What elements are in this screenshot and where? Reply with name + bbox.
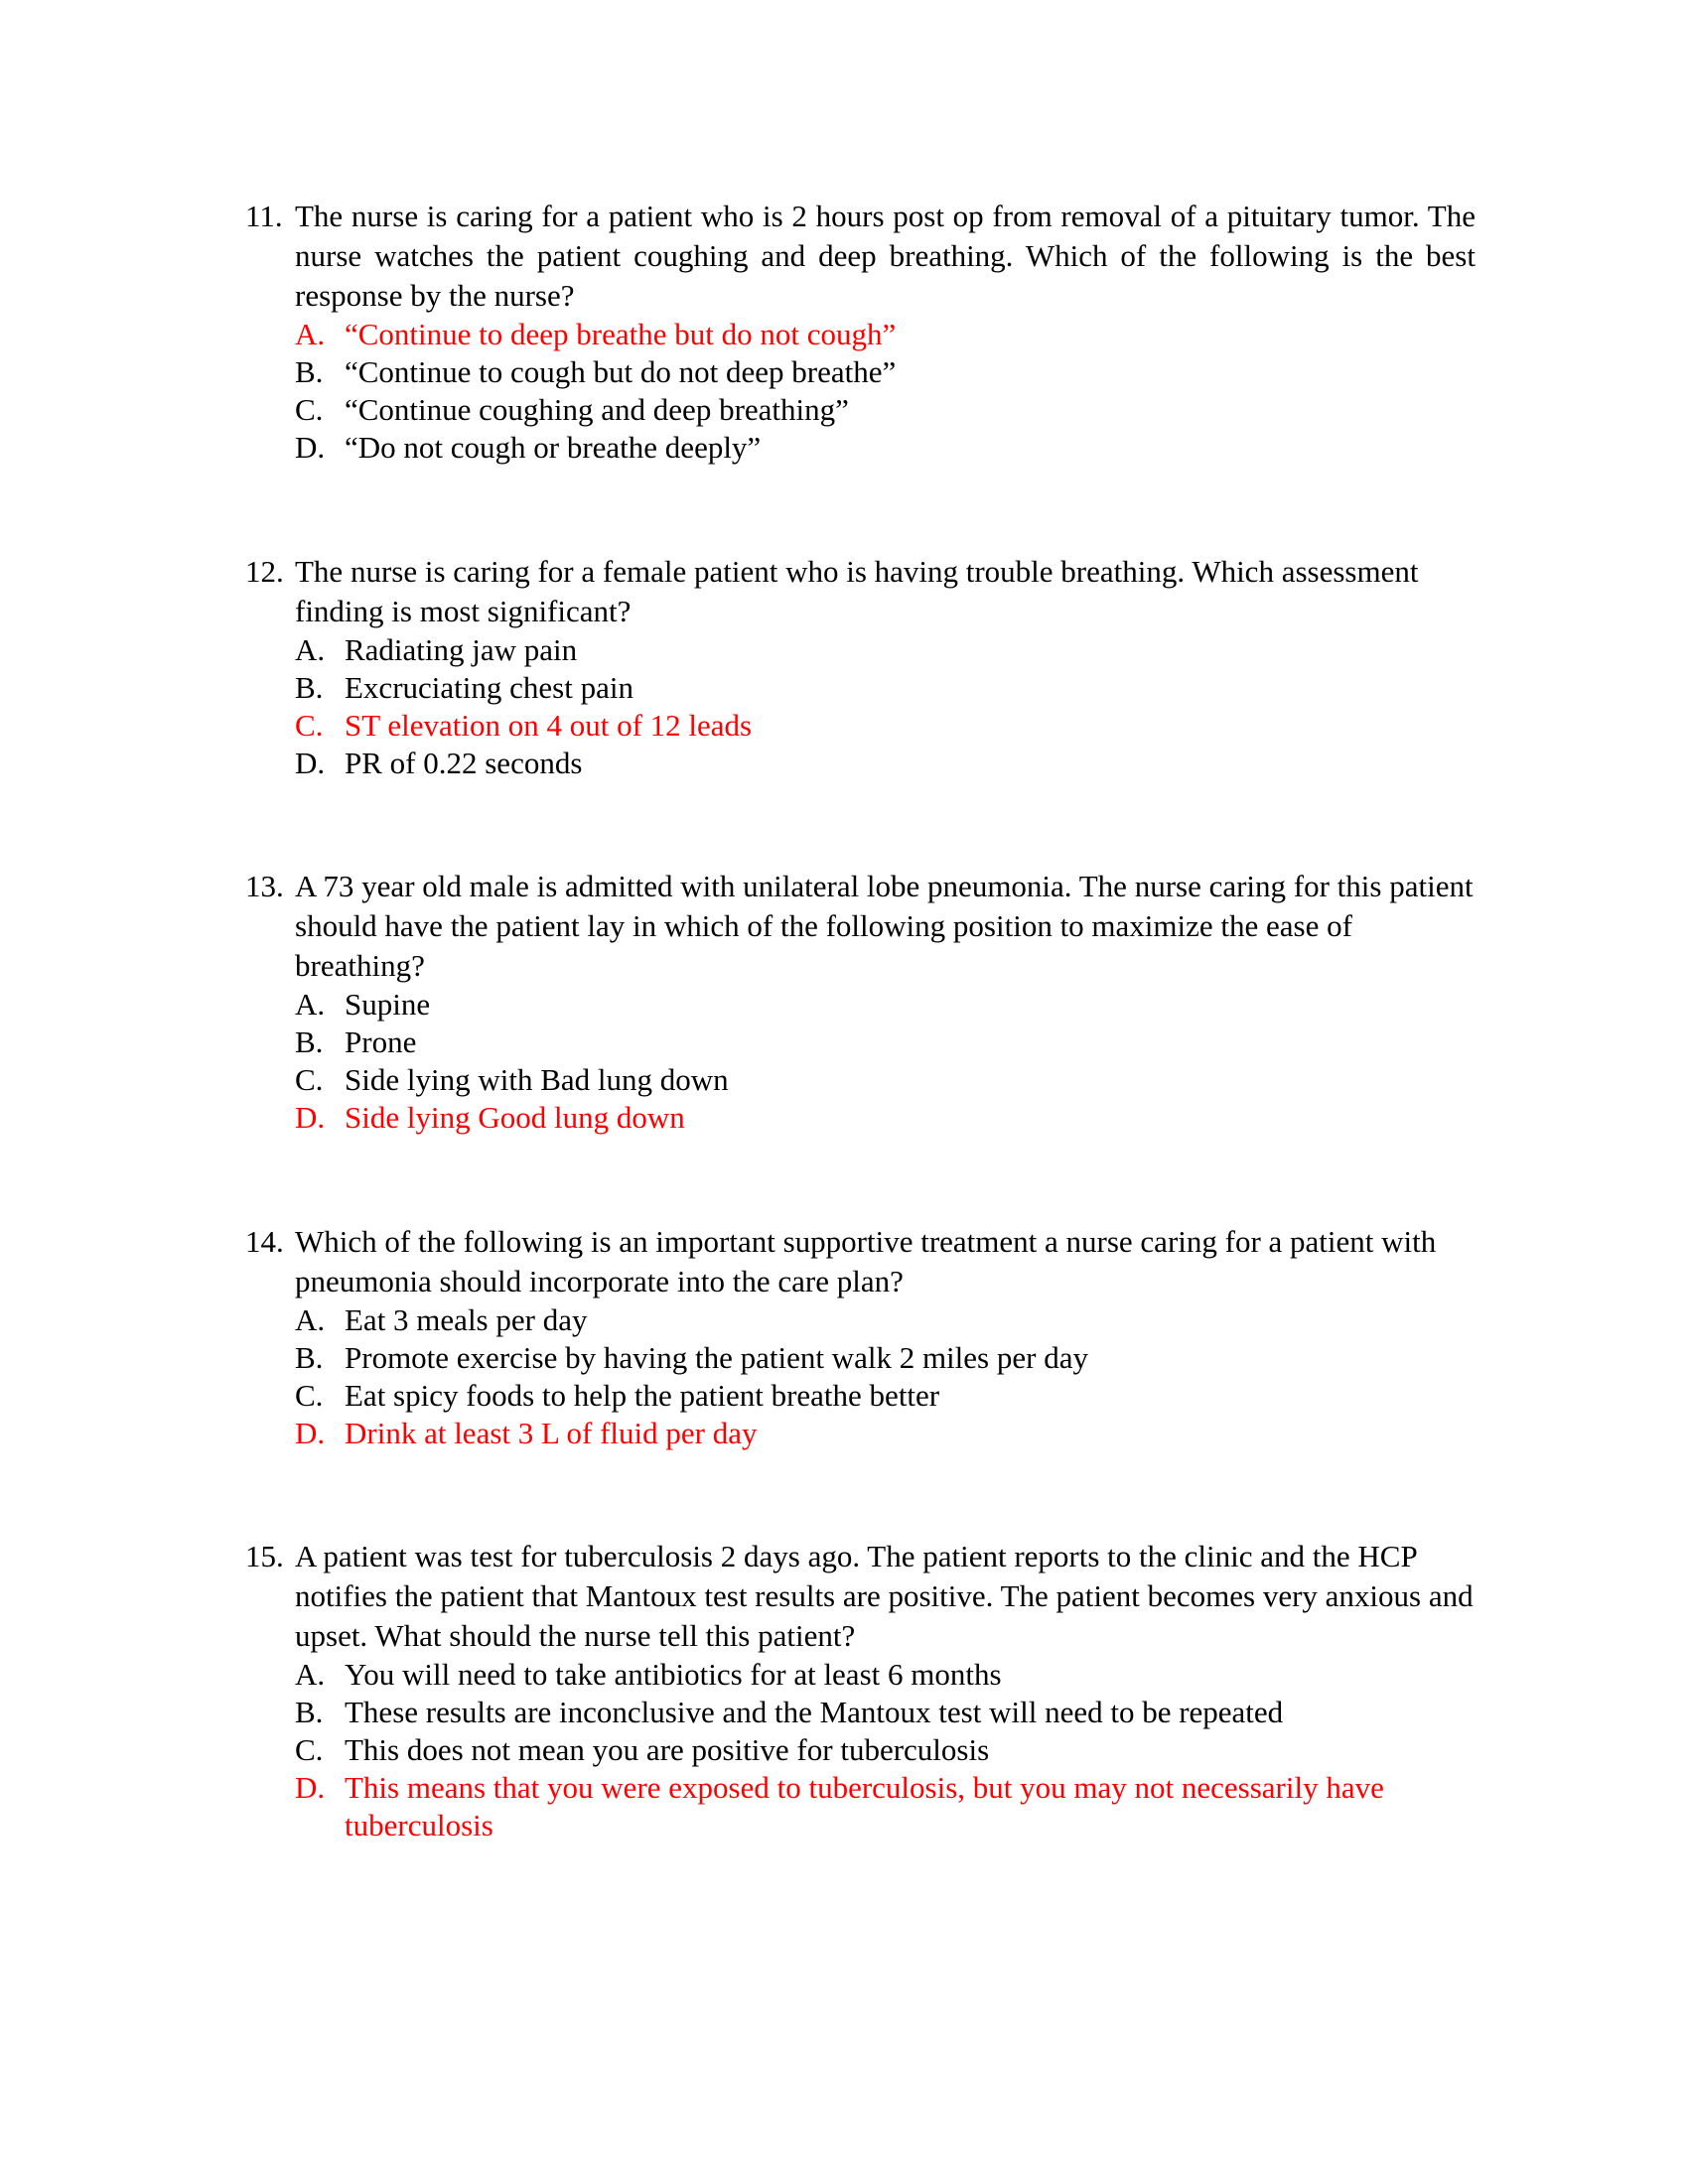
option-text: Eat spicy foods to help the patient breathe better xyxy=(345,1378,940,1413)
option-text: Drink at least 3 L of fluid per day xyxy=(345,1416,758,1450)
answer-option xyxy=(295,1694,1477,1731)
option-text: This means that you were exposed to tuberculosis, but you may not necessarily have tuberculosis xyxy=(345,1770,1384,1843)
option-text: “Continue to deep breathe but do not cough” xyxy=(345,317,897,351)
option-letter: A. xyxy=(295,632,326,667)
question-stem xyxy=(245,1222,1477,1301)
option-letter: D. xyxy=(295,1100,326,1135)
option-letter: D. xyxy=(295,1416,326,1450)
option-letter: C. xyxy=(295,1732,324,1767)
option-text: Excruciating chest pain xyxy=(345,670,633,705)
option-text: Supine xyxy=(345,987,431,1022)
question-stem xyxy=(245,552,1477,631)
answer-option xyxy=(295,353,1477,391)
answer-option xyxy=(295,1061,1477,1099)
question-14 xyxy=(245,1222,1477,1452)
option-letter: B. xyxy=(295,1695,324,1729)
answer-option xyxy=(295,631,1477,669)
question-text: The nurse is caring for a patient who is 2 hours post op from removal of a pituitary tumor. The nurse watches the patient coughing and deep breathing. Which of the following is the best response by the nurse? xyxy=(295,199,1476,313)
option-letter: C. xyxy=(295,392,324,427)
question-number: 14. xyxy=(245,1224,284,1259)
option-letter: C. xyxy=(295,708,324,743)
question-stem xyxy=(245,197,1477,316)
answer-option xyxy=(295,1024,1477,1061)
option-text: This does not mean you are positive for tuberculosis xyxy=(345,1732,990,1767)
option-text: You will need to take antibiotics for at least 6 months xyxy=(345,1657,1002,1692)
answer-option xyxy=(295,1301,1477,1339)
option-text: These results are inconclusive and the Mantoux test will need to be repeated xyxy=(345,1695,1284,1729)
answer-option xyxy=(295,986,1477,1024)
option-text: “Continue coughing and deep breathing” xyxy=(345,392,849,427)
answer-option-correct xyxy=(295,1415,1477,1452)
question-stem xyxy=(245,867,1477,986)
option-letter: A. xyxy=(295,1302,326,1337)
option-text: PR of 0.22 seconds xyxy=(345,746,583,780)
answer-option-correct xyxy=(295,316,1477,353)
answer-option xyxy=(295,745,1477,782)
question-number: 15. xyxy=(245,1539,284,1573)
answer-option xyxy=(295,391,1477,429)
option-text: “Do not cough or breathe deeply” xyxy=(345,430,762,465)
option-text: Promote exercise by having the patient walk 2 miles per day xyxy=(345,1340,1088,1375)
question-stem xyxy=(245,1537,1477,1656)
answer-option xyxy=(295,1339,1477,1377)
answer-option xyxy=(295,669,1477,707)
option-letter: B. xyxy=(295,1340,324,1375)
option-letter: A. xyxy=(295,1657,326,1692)
answer-option xyxy=(295,1731,1477,1769)
question-12 xyxy=(245,552,1477,782)
question-number: 13. xyxy=(245,869,284,903)
option-letter: A. xyxy=(295,317,326,351)
question-text: The nurse is caring for a female patient who is having trouble breathing. Which assessment finding is most significant? xyxy=(295,554,1419,628)
option-letter: C. xyxy=(295,1378,324,1413)
option-letter: D. xyxy=(295,746,326,780)
option-letter: D. xyxy=(295,1770,326,1805)
question-15 xyxy=(245,1537,1477,1844)
answer-option xyxy=(295,1377,1477,1415)
question-text: Which of the following is an important supportive treatment a nurse caring for a patient with pneumonia should incorporate into the care plan? xyxy=(295,1224,1437,1298)
option-letter: D. xyxy=(295,430,326,465)
option-text: Side lying with Bad lung down xyxy=(345,1062,729,1097)
option-letter: B. xyxy=(295,354,324,389)
answer-option xyxy=(295,429,1477,467)
answer-option-correct xyxy=(295,1769,1477,1844)
option-text: ST elevation on 4 out of 12 leads xyxy=(345,708,753,743)
answer-option-correct xyxy=(295,707,1477,745)
option-text: Radiating jaw pain xyxy=(345,632,578,667)
question-number: 11. xyxy=(245,199,283,233)
question-text: A patient was test for tuberculosis 2 days ago. The patient reports to the clinic and the HCP notifies the patient that Mantoux test results are positive. The patient becomes very anxious and upset. What should the nurse tell this patient? xyxy=(295,1539,1474,1653)
option-text: “Continue to cough but do not deep breathe” xyxy=(345,354,897,389)
option-letter: A. xyxy=(295,987,326,1022)
option-text: Prone xyxy=(345,1024,417,1059)
answer-option xyxy=(295,1656,1477,1694)
question-number: 12. xyxy=(245,554,284,589)
question-11 xyxy=(245,197,1477,467)
option-text: Eat 3 meals per day xyxy=(345,1302,588,1337)
question-13 xyxy=(245,867,1477,1137)
option-letter: B. xyxy=(295,670,324,705)
question-text: A 73 year old male is admitted with unilateral lobe pneumonia. The nurse caring for this patient should have the patient lay in which of the following position to maximize the ease of breathing? xyxy=(295,869,1474,983)
answer-option-correct xyxy=(295,1099,1477,1137)
option-letter: B. xyxy=(295,1024,324,1059)
option-text: Side lying Good lung down xyxy=(345,1100,685,1135)
option-letter: C. xyxy=(295,1062,324,1097)
